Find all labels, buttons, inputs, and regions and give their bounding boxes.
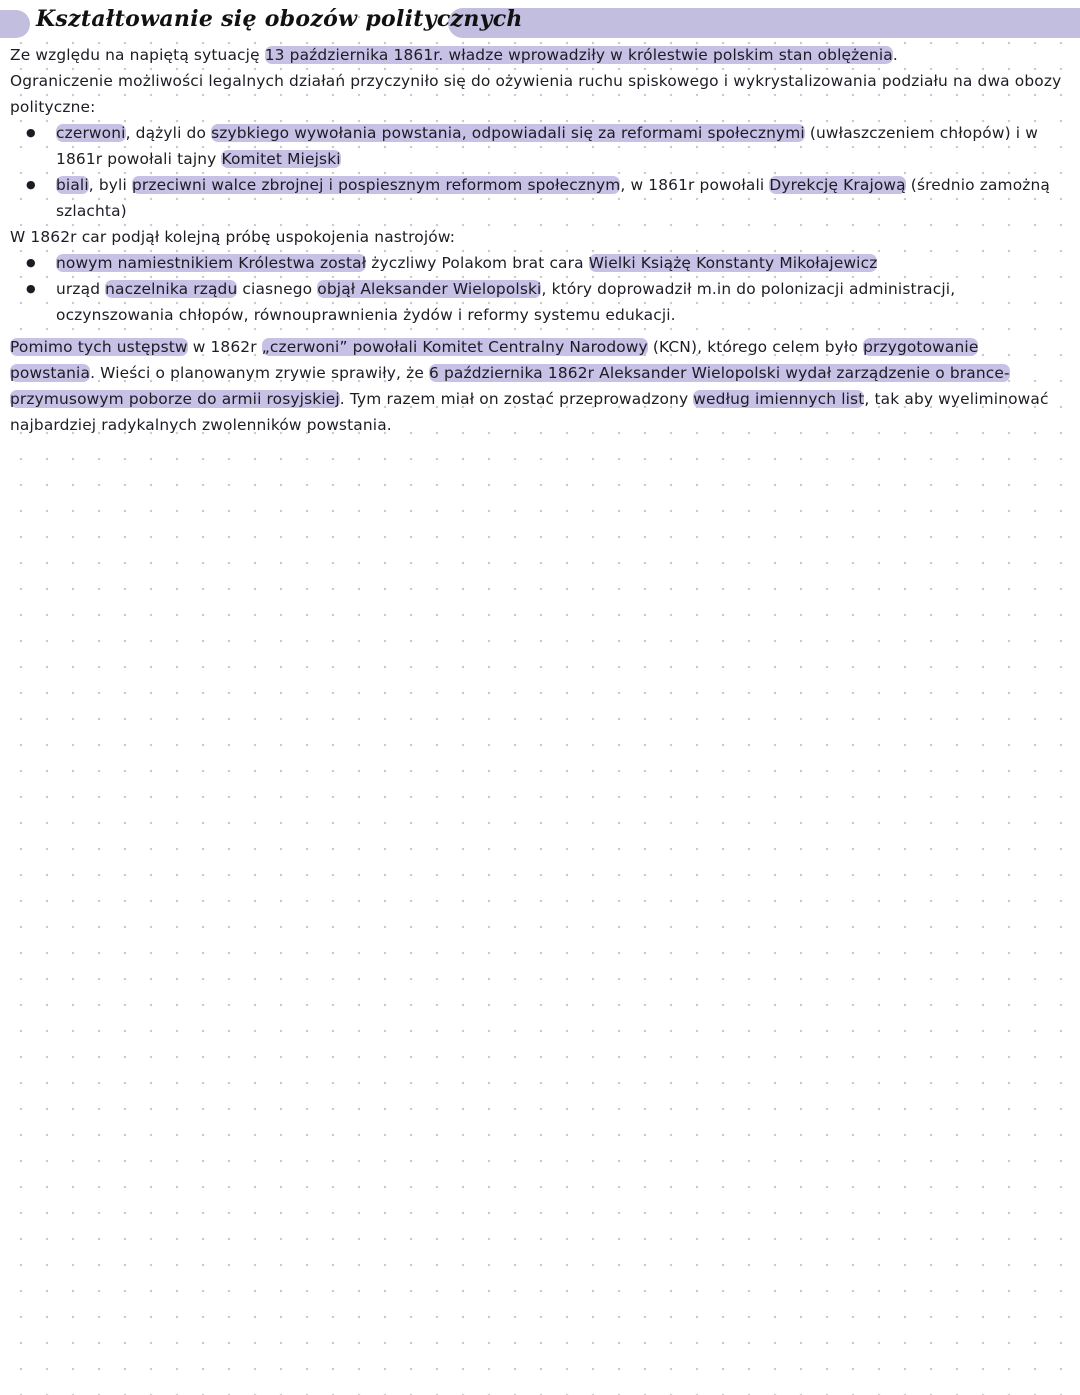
text: , w 1861r powołali	[620, 176, 770, 194]
paragraph-siege	[10, 42, 1068, 68]
highlight: Pomimo tych ustępstw	[10, 338, 188, 356]
title-decoration-left	[0, 10, 30, 38]
highlight: Komitet Miejski	[221, 150, 341, 168]
highlight: 13 października 1861r. władze wprowadziły w królestwie polskim stan oblężenia	[264, 46, 893, 64]
highlight: Wielki Książę Konstanty Mikołajewicz	[588, 254, 878, 272]
reforms-list	[10, 250, 1068, 328]
text: . Tym razem miał on zostać przeprowadzony	[339, 390, 694, 408]
highlight: nowym namiestnikiem Królestwa został	[56, 254, 367, 272]
highlight: szybkiego wywołania powstania, odpowiadali się za reformami społecznymi	[211, 124, 805, 142]
highlight: naczelnika rządu	[105, 280, 238, 298]
paragraph-tsar-attempt: W 1862r car podjął kolejną próbę uspokojenia nastrojów:	[10, 228, 456, 246]
text: ciasnego	[237, 280, 318, 298]
list-item	[10, 276, 1068, 328]
text: (średnio zamożną szlachta)	[56, 176, 1050, 220]
title-bar	[0, 6, 1080, 38]
text: .	[892, 46, 898, 64]
text: , byli	[88, 176, 132, 194]
paragraph-kcn	[10, 334, 1068, 438]
text: Ze względu na napiętą sytuację	[10, 46, 265, 64]
highlight: przeciwni walce zbrojnej i pospiesznym reformom społecznym	[131, 176, 621, 194]
title-decoration-right	[448, 8, 1080, 38]
text: , tak aby wyeliminować najbardziej radykalnych zwolenników powstania.	[10, 390, 1049, 434]
list-item	[10, 120, 1068, 172]
highlight: Dyrekcję Krajową	[769, 176, 906, 194]
list-item	[10, 172, 1068, 224]
camps-list	[10, 120, 1068, 224]
text: , który doprowadził m.in do polonizacji administracji, oczynszowania chłopów, równouprawnienia żydów i reformy systemu edukacji.	[56, 280, 956, 324]
paragraph-camps-intro: Ograniczenie możliwości legalnych działań przyczyniło się do ożywienia ruchu spiskowego i wykrystalizowania podziału na dwa obozy polityczne:	[10, 72, 1062, 116]
camp-name: czerwoni	[56, 124, 126, 142]
text: , dążyli do	[125, 124, 212, 142]
note-body	[10, 42, 1068, 438]
highlight: przygotowanie powstania	[10, 338, 979, 382]
text: w 1862r	[187, 338, 262, 356]
highlight: według imiennych list	[693, 390, 865, 408]
text: . Wieści o planowanym zrywie sprawiły, że	[90, 364, 430, 382]
list-item	[10, 250, 1068, 276]
highlight: „czerwoni” powołali Komitet Centralny Narodowy	[261, 338, 648, 356]
highlight: 6 października 1862r Aleksander Wielopolski wydał zarządzenie o brance-przymusowym poborze do armii rosyjskiej	[10, 364, 1010, 408]
text: (KCN), którego celem było	[647, 338, 864, 356]
text: urząd	[56, 280, 106, 298]
text: życzliwy Polakom brat cara	[366, 254, 589, 272]
page-title: Kształtowanie się obozów politycznych	[36, 6, 523, 32]
highlight: objął Aleksander Wielopolski	[317, 280, 542, 298]
text: (uwłaszczeniem chłopów) i w 1861r powołali tajny	[56, 124, 1038, 168]
camp-name: biali	[56, 176, 89, 194]
